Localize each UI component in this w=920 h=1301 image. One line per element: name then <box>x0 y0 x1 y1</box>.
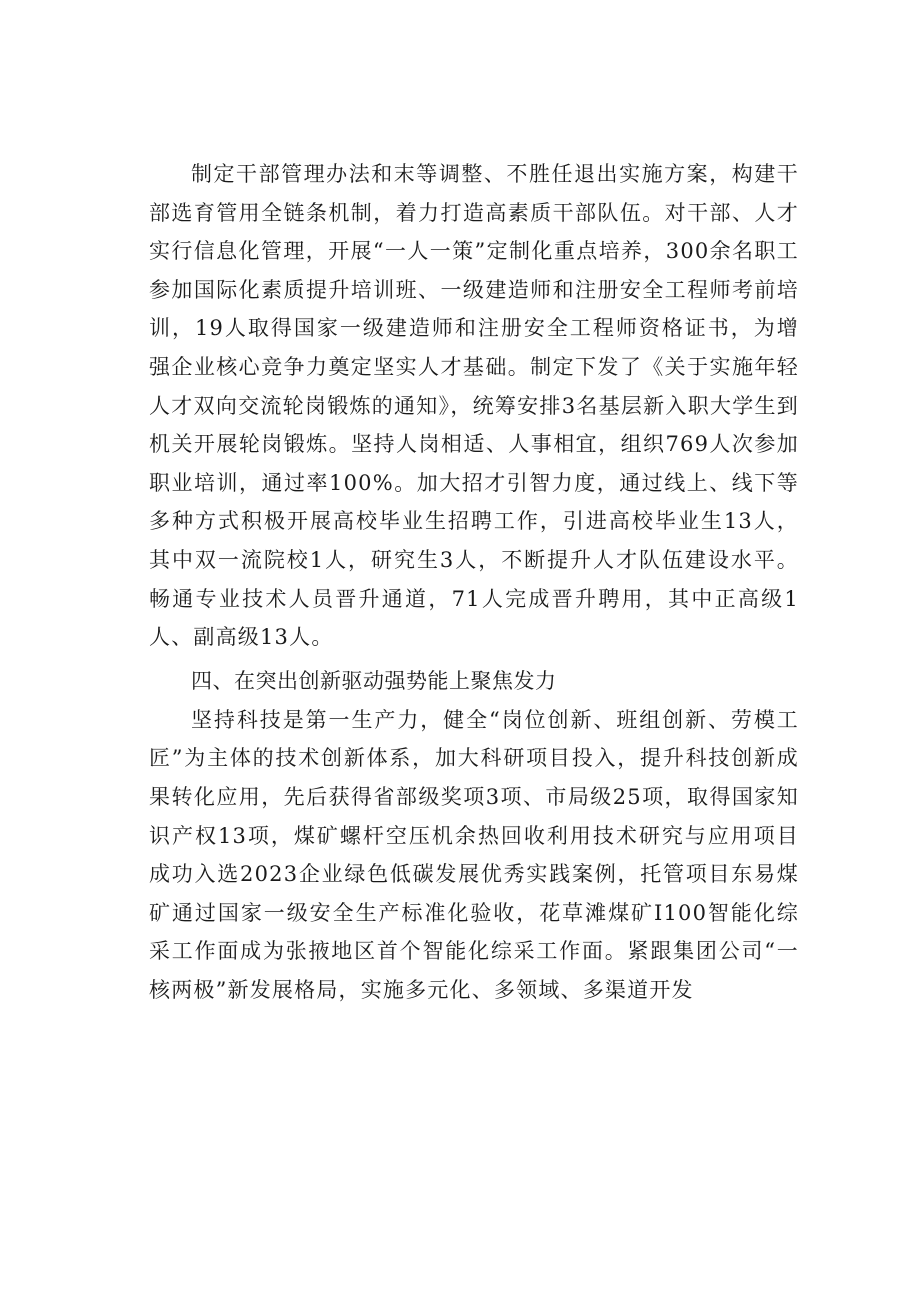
document-body <box>149 155 799 1009</box>
paragraph-tech-innovation: 坚持科技是第一生产力，健全“岗位创新、班组创新、劳模工匠”为主体的技术创新体系，加大科研项目投入，提升科技创新成果转化应用，先后获得省部级奖项3项、市局级25项，取得国家知识产权13项，煤矿螺杆空压机余热回收利用技术研究与应用项目成功入选2023企业绿色低碳发展优秀实践案例，托管项目东易煤矿通过国家一级安全生产标准化验收，花草滩煤矿I100智能化综采工作面成为张掖地区首个智能化综采工作面。紧跟集团公司“一核两极”新发展格局，实施多元化、多领域、多渠道开发 <box>149 707 799 1002</box>
paragraph-talent-management: 制定干部管理办法和末等调整、不胜任退出实施方案，构建干部选育管用全链条机制，着力打造高素质干部队伍。对干部、人才实行信息化管理，开展“一人一策”定制化重点培养，300余名职工参加国际化素质提升培训班、一级建造师和注册安全工程师考前培训，19人取得国家一级建造师和注册安全工程师资格证书，为增强企业核心竞争力奠定坚实人才基础。制定下发了《关于实施年轻人才双向交流轮岗锻炼的通知》，统筹安排3名基层新入职大学生到机关开展轮岗锻炼。坚持人岗相适、人事相宜，组织769人次参加职业培训，通过率100%。加大招才引智力度，通过线上、线下等多种方式积极开展高校毕业生招聘工作，引进高校毕业生13人，其中双一流院校1人，研究生3人，不断提升人才队伍建设水平。畅通专业技术人员晋升通道，71人完成晋升聘用，其中正高级1人、副高级13人。 <box>149 162 799 650</box>
section-heading-innovation: 四、在突出创新驱动强势能上聚焦发力 <box>191 668 557 693</box>
